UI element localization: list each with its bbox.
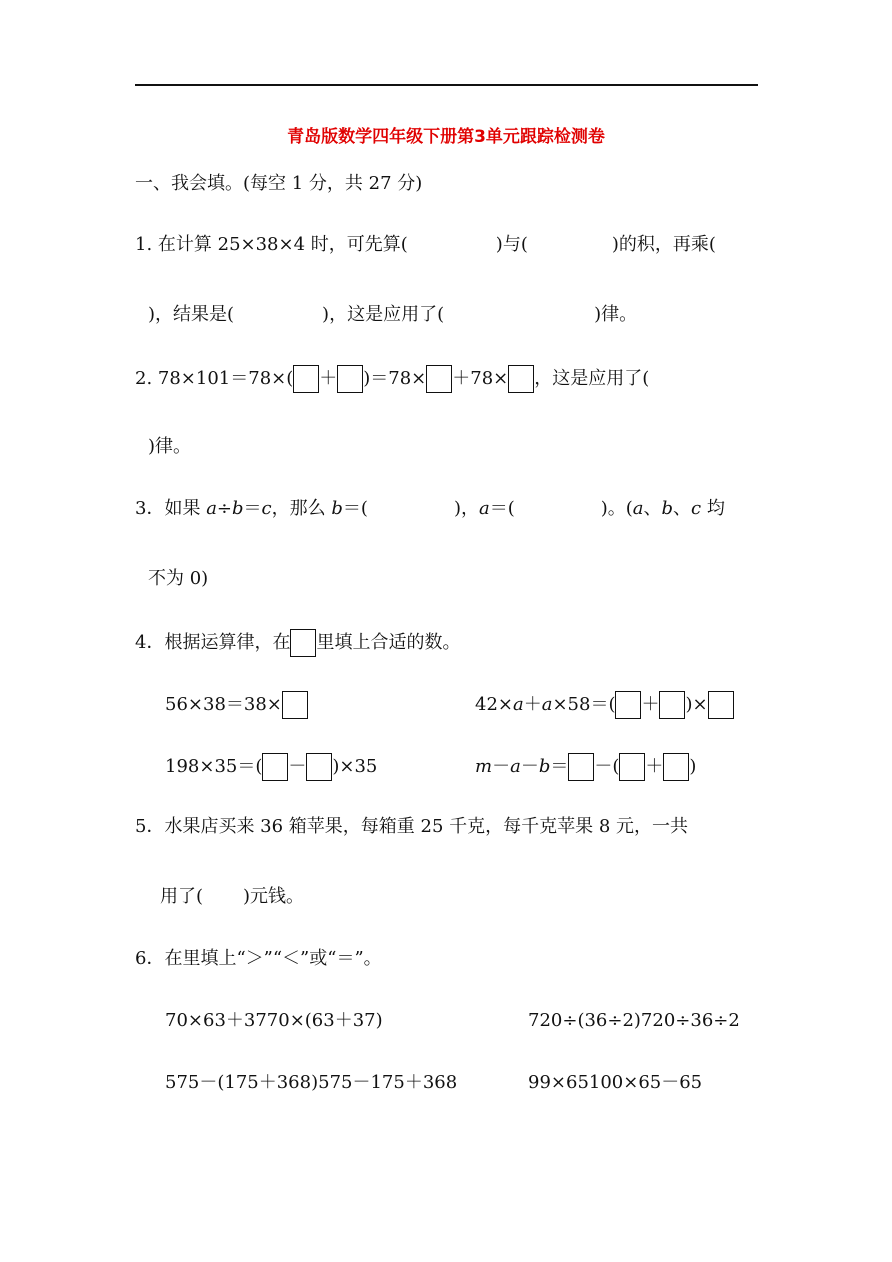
q3-text-a: 3．如果 [135,498,207,519]
q4-r1r-text-c: ×58＝( [552,694,616,715]
q4-r1l-box[interactable] [282,691,308,719]
q6-row-1-right: 720÷(36÷2)720÷36÷2 [528,1010,740,1031]
q4-r1r-text-a: 42× [475,694,513,715]
q6-text-a: 6．在里填上“＞”“＜”或“＝”。 [135,948,382,969]
q5-text-a: 5．水果店买来 36 箱苹果，每箱重 25 千克，每千克苹果 8 元，一共 [135,816,689,837]
q4-r1r-box-2[interactable] [659,691,685,719]
q4-r2r-box-3[interactable] [663,753,689,781]
q4-r2r-var-m: m [475,756,493,777]
q4-r2r-var-a: a [510,756,521,777]
q4-row-2-right [475,753,696,781]
q3-text-c: )， [453,498,479,519]
question-3-line-1 [135,497,725,521]
q4-r2r-text-b: － [520,756,539,777]
q1-text-f: )律。 [594,304,638,325]
q3-var-a: a [206,498,217,519]
q2-text-e: )律。 [148,436,192,457]
q3-eq: ＝ [243,498,262,519]
q3-var-b-3: b [661,498,674,519]
q4-r2l-text-b: － [288,756,307,777]
q4-r2r-var-b: b [538,756,551,777]
q1-text-c: )的积，再乘( [611,234,716,255]
q6-row-2-right: 99×65100×65－65 [528,1072,703,1093]
q2-text-d: ，这是应用了( [534,368,650,389]
q4-r1r-var-a: a [513,694,524,715]
q4-r2r-text-c: ＝ [550,756,569,777]
q3-var-b-2: b [331,498,343,519]
q4-r2r-box-1[interactable] [568,753,594,781]
q1-text-e: )，这是应用了( [322,304,445,325]
q3-text-g: 不为 0) [148,568,209,589]
q4-row-1-left [165,691,308,719]
q3-text-e: )。( [600,498,633,519]
q4-r1r-var-a-2: a [541,694,553,715]
q5-text-b: 用了( [160,886,204,907]
q1-text-d: )，结果是( [148,304,235,325]
q4-r1r-box-1[interactable] [615,691,641,719]
q2-answer-box-4[interactable] [508,365,534,393]
q1-text-b: )与( [495,234,528,255]
question-5-line-1 [135,815,688,839]
q6-row-2-left: 575－(175＋368)575－175＋368 [165,1072,458,1093]
question-2-line-1 [135,365,649,393]
q3-text-d: ＝( [489,498,515,519]
q3-text-f: 均 [701,498,725,519]
q4-r2r-text-a: － [492,756,511,777]
q4-r2r-text-f: ) [689,756,697,777]
q4-r1r-text-e: )× [685,694,708,715]
q3-text-b2: ＝( [342,498,368,519]
q2-answer-box-2[interactable] [337,365,363,393]
page-title: 青岛版数学四年级下册第3单元跟踪检测卷 [287,127,605,147]
question-1-line-1 [135,233,716,257]
header-rule [135,84,758,86]
q2-answer-box-1[interactable] [293,365,319,393]
q3-var-c: c [261,498,272,519]
q2-text-c: ＋78× [452,368,509,389]
q4-text-b: 里填上合适的数。 [316,632,461,653]
q4-r2r-text-d: －( [594,756,620,777]
q2-text-a: 2. 78×101＝78×( [135,368,294,389]
q2-answer-box-3[interactable] [426,365,452,393]
q4-r2l-box-1[interactable] [262,753,288,781]
q2-plus: ＋ [319,368,338,389]
question-4-heading [135,629,460,657]
question-3-line-2 [148,567,208,591]
question-1-line-2 [148,303,637,327]
q5-text-c: )元钱。 [243,886,305,907]
q4-row-2-left [165,753,377,781]
q4-r1l-text: 56×38＝38× [165,694,282,715]
question-6-heading [135,947,382,971]
q4-r2l-text-c: )×35 [332,756,378,777]
q4-r2r-text-e: ＋ [645,756,664,777]
q3-sep-1: 、 [643,498,662,519]
q3-var-a-3: a [632,498,644,519]
q3-var-c-2: c [691,498,702,519]
q4-r2l-box-2[interactable] [306,753,332,781]
question-5-line-2 [160,885,304,909]
q4-r2l-text-a: 198×35＝( [165,756,263,777]
q4-r1r-text-b: ＋ [523,694,542,715]
q3-var-a-2: a [478,498,490,519]
section-1-heading: 一、我会填。(每空 1 分，共 27 分) [135,173,423,194]
q3-sep-2: 、 [673,498,692,519]
q6-row-1-left: 70×63＋3770×(63＋37) [165,1010,383,1031]
q1-text-a: 1. 在计算 25×38×4 时，可先算( [135,234,408,255]
q4-box-sample [290,629,316,657]
q4-r1r-box-3[interactable] [708,691,734,719]
question-2-line-2 [148,435,191,459]
q4-r2r-box-2[interactable] [619,753,645,781]
q3-var-b: b [232,498,244,519]
q3-div: ÷ [216,498,233,519]
q3-text-b: ，那么 [271,498,332,519]
q4-r1r-text-d: ＋ [641,694,660,715]
q2-text-b: )＝78× [363,368,427,389]
q4-row-1-right [475,691,734,719]
q4-text-a: 4．根据运算律，在 [135,632,291,653]
